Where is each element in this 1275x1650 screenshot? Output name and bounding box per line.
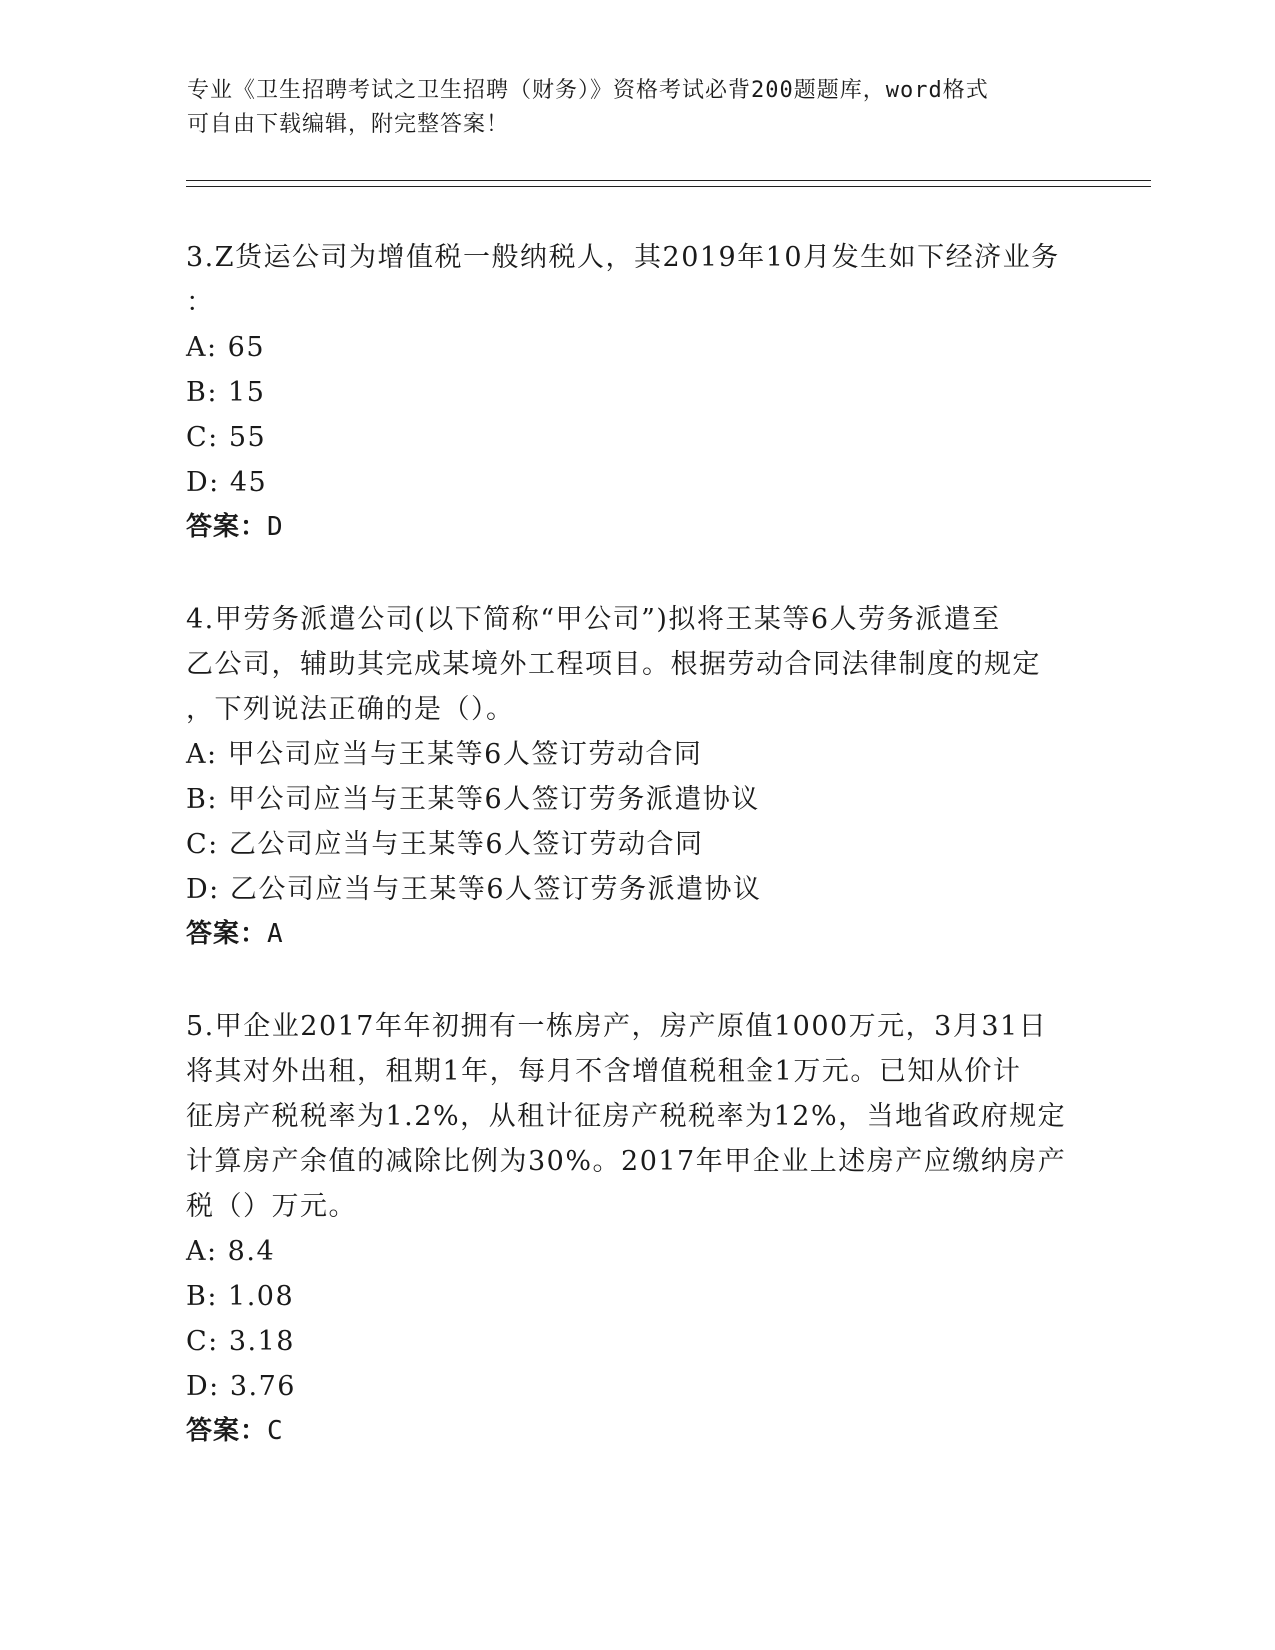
question-block xyxy=(186,235,1086,550)
option-b: B: 甲公司应当与王某等6人签订劳务派遣协议 xyxy=(186,784,760,815)
option-a: A: 8.4 xyxy=(186,1236,276,1267)
answer-value: A xyxy=(267,919,284,949)
question-stem-line: 计算房产余值的减除比例为30%。2017年甲企业上述房产应缴纳房产 xyxy=(186,1146,1067,1177)
option-d: D: 乙公司应当与王某等6人签订劳务派遣协议 xyxy=(186,874,762,905)
question-list xyxy=(186,235,1086,1454)
question-stem-line: 税（）万元。 xyxy=(186,1191,357,1222)
answer-value: D xyxy=(267,512,284,542)
answer-line xyxy=(186,505,1086,550)
question-stem-line: ，下列说法正确的是（）。 xyxy=(186,694,515,725)
option-c: C: 55 xyxy=(186,422,267,453)
option-c: C: 乙公司应当与王某等6人签订劳动合同 xyxy=(186,829,704,860)
option-c: C: 3.18 xyxy=(186,1326,295,1357)
answer-value: C xyxy=(267,1416,284,1446)
option-b: B: 1.08 xyxy=(186,1281,295,1312)
question-stem-line: 将其对外出租，租期1年，每月不含增值税租金1万元。已知从价计 xyxy=(186,1056,1022,1087)
answer-label: 答案： xyxy=(186,919,268,949)
option-b: B: 15 xyxy=(186,377,266,408)
answer-label: 答案： xyxy=(186,1416,268,1446)
question-stem-line: 乙公司，辅助其完成某境外工程项目。根据劳动合同法律制度的规定 xyxy=(186,649,1041,680)
header-divider-top xyxy=(186,180,1151,181)
question-stem-line: 3.Z货运公司为增值税一般纳税人，其2019年10月发生如下经济业务 xyxy=(186,242,1060,273)
document-header xyxy=(187,74,1087,142)
question-block xyxy=(186,597,1086,957)
header-title-line-1: 专业《卫生招聘考试之卫生招聘（财务）》资格考试必背200题题库，word格式 xyxy=(187,78,989,103)
option-a: A: 甲公司应当与王某等6人签订劳动合同 xyxy=(186,739,703,770)
answer-line xyxy=(186,912,1086,957)
option-d: D: 45 xyxy=(186,467,268,498)
answer-line xyxy=(186,1409,1086,1454)
header-divider-bottom xyxy=(186,186,1151,187)
option-a: A: 65 xyxy=(186,332,266,363)
question-block xyxy=(186,1004,1086,1454)
question-stem-line: 5.甲企业2017年年初拥有一栋房产，房产原值1000万元，3月31日 xyxy=(186,1011,1048,1042)
question-stem-line: 4.甲劳务派遣公司(以下简称“甲公司”)拟将王某等6人劳务派遣至 xyxy=(186,604,1001,635)
header-title-line-2: 可自由下载编辑，附完整答案！ xyxy=(187,112,510,137)
option-d: D: 3.76 xyxy=(186,1371,296,1402)
question-stem-line: ： xyxy=(186,287,215,318)
answer-label: 答案： xyxy=(186,512,268,542)
question-stem-line: 征房产税税率为1.2%，从租计征房产税税率为12%，当地省政府规定 xyxy=(186,1101,1067,1132)
